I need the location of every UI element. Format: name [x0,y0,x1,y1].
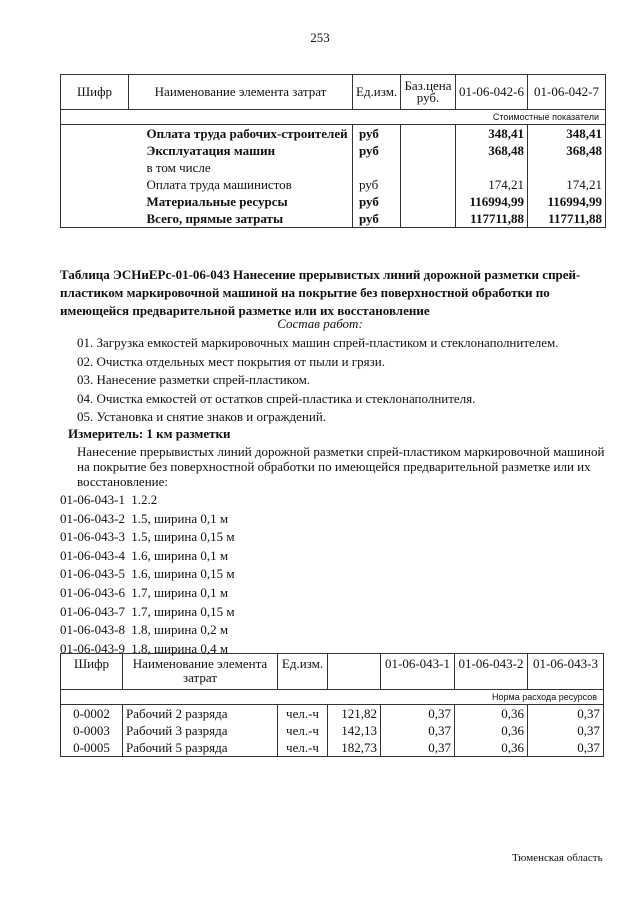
code-number: 01-06-043-9 [60,640,125,656]
cell-code [61,142,129,159]
table-header-row [61,654,604,690]
code-number: 01-06-043-2 [60,510,125,526]
section-title: Таблица ЭСНиЕРс-01-06-043 Нанесение прерывистых линий дорожной разметки спрей-пластиком маркировочной машиной на покрытие без поверхностной обработки по имеющейся предварительной разметке или их восстановление [60,267,581,318]
cell-value-1: 116994,99 [456,193,528,210]
cell-value-2: 116994,99 [528,193,606,210]
cell-code [61,176,129,193]
cell-unit: чел.-ч [278,722,328,739]
header-unit: Ед.изм. [278,654,328,690]
cell-value-3: 0,37 [528,705,604,723]
code-number: 01-06-043-3 [60,529,125,545]
cell-base-price [401,125,456,143]
cell-value-1: 0,37 [381,722,455,739]
code-text: 1.5, ширина 0,1 м [128,510,229,526]
table-row [61,722,604,739]
table-row [61,193,606,210]
resource-table [60,653,604,757]
code-item [60,621,235,640]
cell-value-1: 174,21 [456,176,528,193]
cell-value-3: 0,37 [528,739,604,757]
cell-price: 182,73 [328,739,381,757]
cell-code [61,159,129,176]
table-row [61,142,606,159]
cell-code: 0-0002 [61,705,123,723]
table-subheader: Норма расхода ресурсов [61,690,604,705]
header-code: Шифр [61,654,123,690]
cell-code [61,210,129,228]
code-text: 1.5, ширина 0,15 м [128,529,235,545]
code-list [60,491,235,658]
cost-table [60,74,606,228]
cell-value-1: 348,41 [456,125,528,143]
cell-value-2: 0,36 [455,705,528,723]
cell-value-1: 368,48 [456,142,528,159]
table-row [61,739,604,757]
cell-value-1 [456,159,528,176]
cell-unit: чел.-ч [278,739,328,757]
cell-name: Оплата труда рабочих-строителей [146,125,348,141]
code-text: 1.6, ширина 0,1 м [128,547,229,563]
code-text: 1.6, ширина 0,15 м [128,566,235,582]
table-row [61,705,604,723]
header-col-1: 01-06-042-6 [456,75,528,110]
header-price [328,654,381,690]
cell-base-price [401,193,456,210]
header-base-price: Баз.цена руб. [401,75,456,110]
cell-base-price [401,159,456,176]
code-number: 01-06-043-7 [60,603,125,619]
region-footer: Тюменская область [512,852,603,864]
cell-value-1: 0,37 [381,705,455,723]
code-number: 01-06-043-5 [60,566,125,582]
work-item: 03. Нанесение разметки спрей-пластиком. [77,372,311,387]
page-number: 253 [310,30,330,45]
cell-unit: чел.-ч [278,705,328,723]
cell-value-3: 0,37 [528,722,604,739]
table-header-row [61,75,606,110]
cell-name: Рабочий 3 разряда [123,722,278,739]
table-row [61,125,606,143]
header-unit: Ед.изм. [353,75,401,110]
header-code: Шифр [61,75,129,110]
cell-price: 142,13 [328,722,381,739]
cell-value-1: 117711,88 [456,210,528,228]
cell-unit [353,159,401,176]
cell-name: Оплата труда машинистов [146,176,292,192]
cell-code: 0-0005 [61,739,123,757]
header-col-1: 01-06-043-1 [381,654,455,690]
cell-name: Всего, прямые затраты [129,210,353,228]
code-text: 1.7, ширина 0,15 м [128,603,235,619]
cell-value-2: 0,36 [455,722,528,739]
header-col-3: 01-06-043-3 [528,654,604,690]
cell-value-2: 348,41 [528,125,606,143]
code-item [60,565,235,584]
code-text: 1.8, ширина 0,2 м [128,622,229,638]
code-text: 1.8, ширина 0,4 м [128,640,229,656]
code-item [60,603,235,622]
table-row [61,210,606,228]
cell-value-2: 0,36 [455,739,528,757]
header-col-2: 01-06-042-7 [528,75,606,110]
cell-name: Рабочий 2 разряда [123,705,278,723]
cell-name: Рабочий 5 разряда [123,739,278,757]
cell-base-price [401,210,456,228]
code-text: 1.2.2 [128,492,158,507]
works-list [77,334,559,427]
code-item [60,547,235,566]
cell-value-2: 368,48 [528,142,606,159]
code-number: 01-06-043-8 [60,622,125,638]
cell-name: Эксплуатация машин [146,142,276,158]
header-name: Наименование элемента затрат [123,654,278,690]
cell-name: в том числе [146,159,211,175]
code-text: 1.7, ширина 0,1 м [128,584,229,600]
cell-value-2: 117711,88 [528,210,606,228]
cell-base-price [401,142,456,159]
cell-code [61,125,129,143]
cell-value-2 [528,159,606,176]
measure-unit: Измеритель: 1 км разметки [68,426,231,441]
header-name: Наименование элемента затрат [129,75,353,110]
table-row [61,176,606,193]
description: Нанесение прерывистых линий дорожной разметки спрей-пластиком маркировочной машиной на покрытие без поверхностной обработки по имеющейся предварительной разметке или их восстановление: [77,444,605,489]
code-item [60,528,235,547]
cell-unit: руб [353,125,401,143]
works-heading: Состав работ: [277,316,363,331]
code-number: 01-06-043-1 [60,492,125,507]
cell-value-1: 0,37 [381,739,455,757]
code-item [60,491,235,510]
code-number: 01-06-043-6 [60,584,125,600]
cell-price: 121,82 [328,705,381,723]
code-item [60,584,235,603]
cell-unit: руб [353,176,401,193]
cell-unit: руб [353,142,401,159]
table-subheader: Стоимостные показатели [61,110,606,125]
work-item: 01. Загрузка емкостей маркировочных машин спрей-пластиком и стеклонаполнителем. [77,335,559,350]
cell-unit: руб [353,193,401,210]
cell-unit: руб [353,210,401,228]
cell-code: 0-0003 [61,722,123,739]
cell-base-price [401,176,456,193]
cell-code [61,193,129,210]
work-item: 04. Очистка емкостей от остатков спрей-пластика и стеклонаполнителя. [77,390,476,406]
table-row [61,159,606,176]
cell-value-2: 174,21 [528,176,606,193]
code-item [60,510,235,529]
work-item: 05. Установка и снятие знаков и ограждений. [77,409,327,424]
header-col-2: 01-06-043-2 [455,654,528,690]
work-item: 02. Очистка отдельных мест покрытия от пыли и грязи. [77,353,385,369]
cell-name: Материальные ресурсы [146,193,288,209]
code-number: 01-06-043-4 [60,547,125,563]
